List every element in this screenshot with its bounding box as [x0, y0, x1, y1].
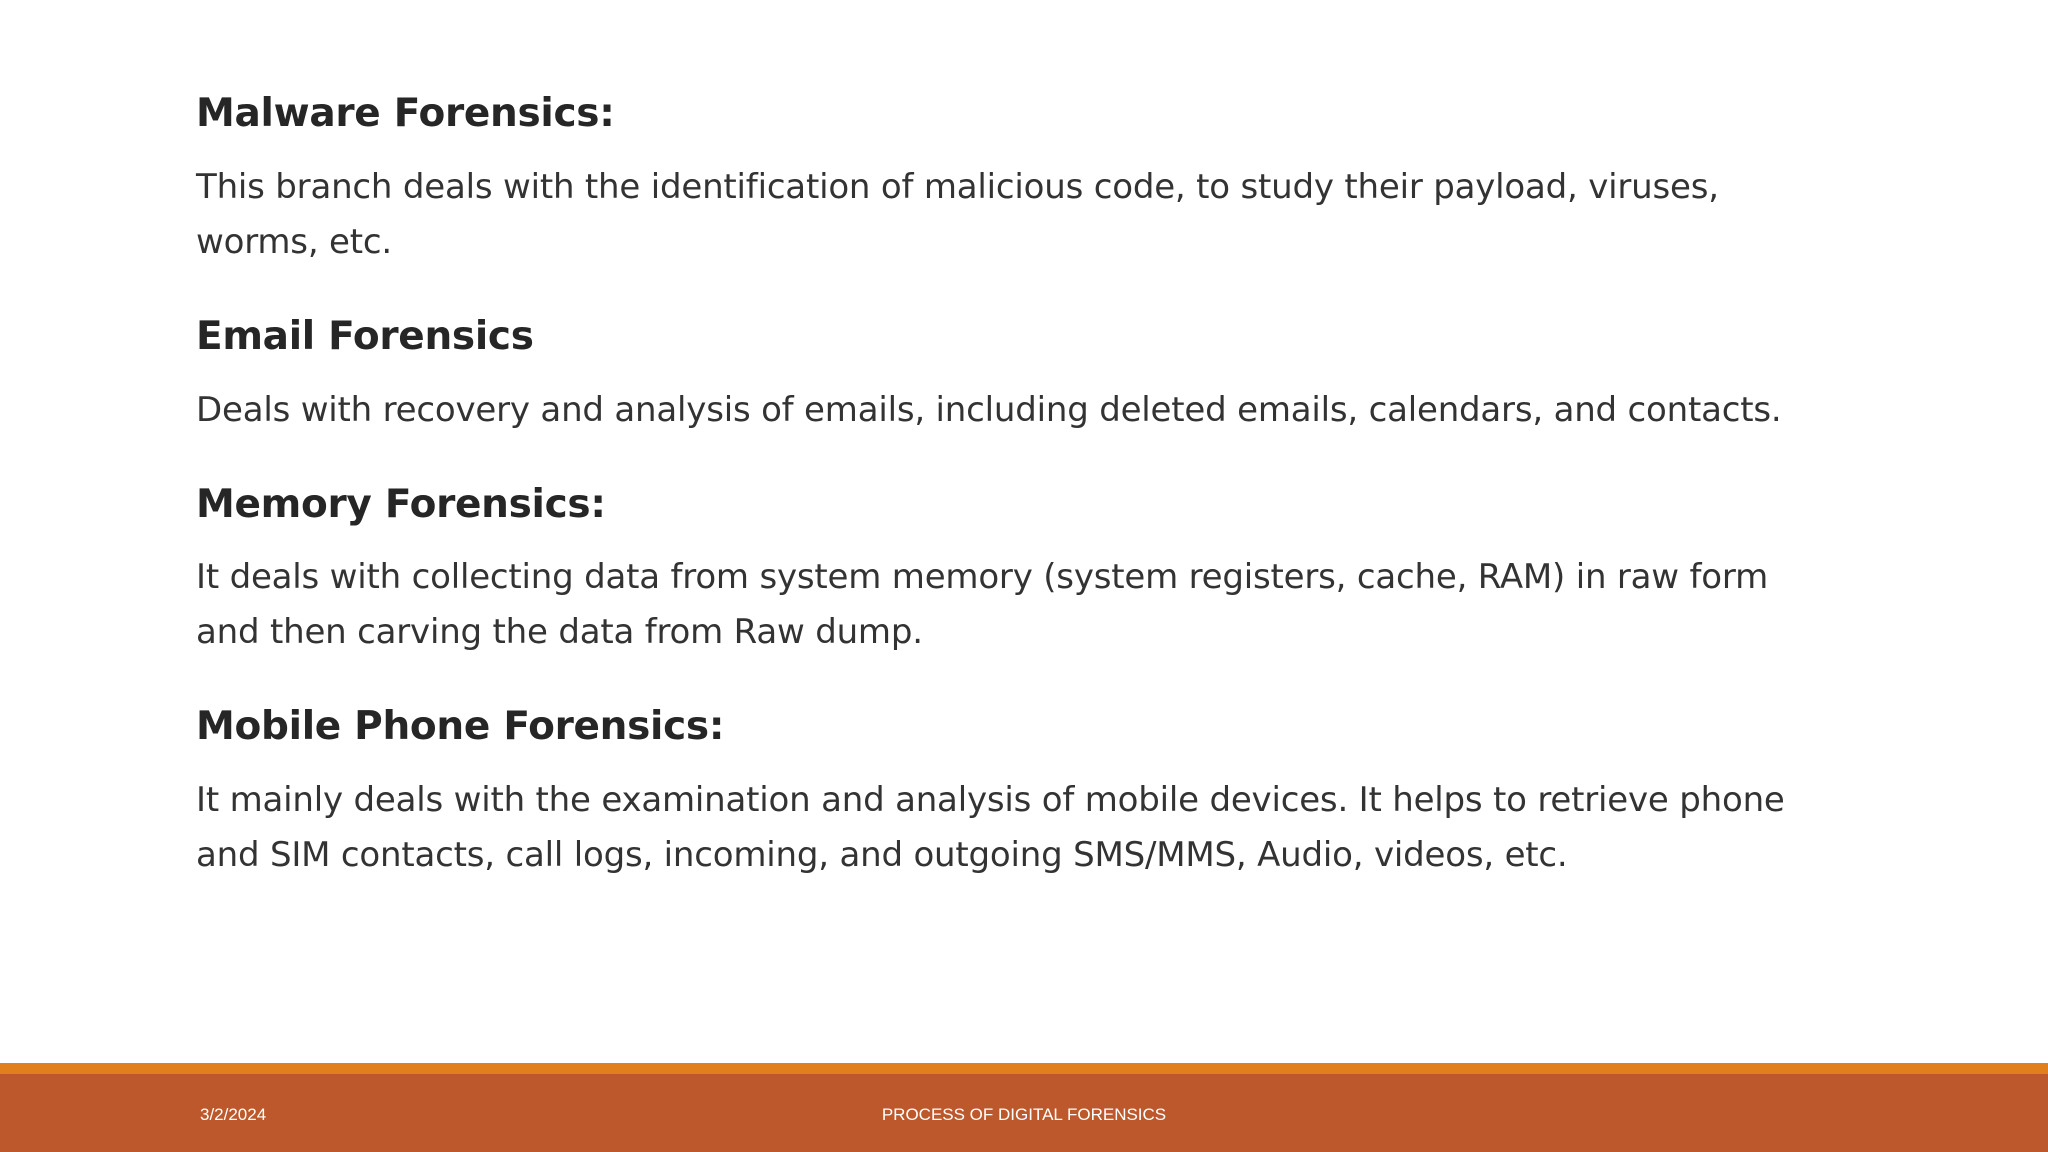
section-heading: Mobile Phone Forensics: [196, 704, 725, 750]
section-heading: Email Forensics [196, 313, 534, 359]
footer-accent-line [0, 1063, 2048, 1074]
slide-content [196, 86, 1836, 883]
footer-date: 3/2/2024 [200, 1105, 267, 1124]
footer-title: PROCESS OF DIGITAL FORENSICS [881, 1105, 1167, 1124]
section-heading: Memory Forensics: [196, 481, 606, 527]
section-malware-forensics [196, 91, 1836, 270]
section-email-forensics [196, 314, 1836, 438]
section-body: This branch deals with the identification of malicious code, to study their payload, viruses, worms, etc. [196, 166, 1719, 262]
section-body: It deals with collecting data from system memory (system registers, cache, RAM) in raw form and then carving the data from Raw dump. [196, 557, 1768, 653]
section-heading: Malware Forensics: [196, 91, 615, 136]
section-memory-forensics [196, 482, 1836, 661]
section-body: Deals with recovery and analysis of emails, including deleted emails, calendars, and contacts. [196, 389, 1782, 430]
section-body: It mainly deals with the examination and analysis of mobile devices. It helps to retrieve phone and SIM contacts, call logs, incoming, and outgoing SMS/MMS, Audio, videos, etc. [196, 780, 1785, 876]
section-mobile-phone-forensics [196, 704, 1836, 883]
